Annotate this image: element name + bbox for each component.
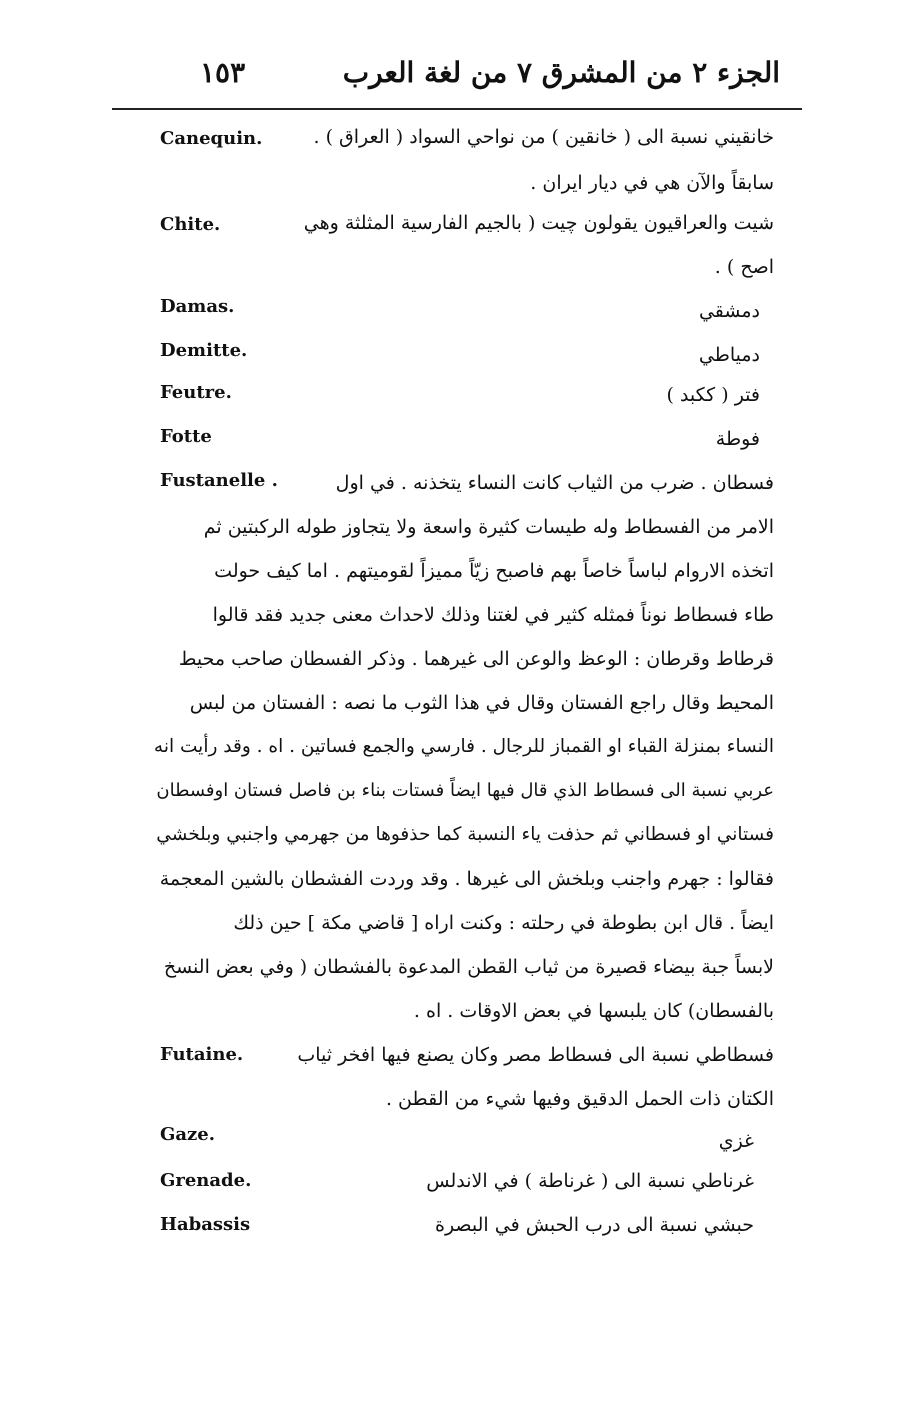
arabic-line: خانقيني نسبة الى ( خانقين ) من نواحي السواد ( العراق ) . bbox=[313, 126, 774, 148]
latin-term: Feutre. bbox=[160, 382, 232, 403]
arabic-line: حبشي نسبة الى درب الحبش في البصرة bbox=[434, 1214, 754, 1236]
arabic-line: الكتان ذات الحمل الدقيق وفيها شيء من القطن . bbox=[385, 1088, 774, 1110]
arabic-line: دمياطي bbox=[698, 344, 760, 366]
arabic-line: فستاني او فسطاني ثم حذفت ياء النسبة كما حذفوها من جهرمي واجنبي وبلخشي bbox=[156, 824, 774, 845]
latin-term: Damas. bbox=[160, 296, 235, 317]
arabic-line: فسطاطي نسبة الى فسطاط مصر وكان يصنع فيها افخر ثياب bbox=[297, 1044, 774, 1066]
arabic-line: قرطاط وقرطان : الوعظ والوعن الى غيرهما . وذكر الفسطان صاحب محيط bbox=[178, 648, 774, 670]
arabic-line: غرناطي نسبة الى ( غرناطة ) في الاندلس bbox=[426, 1170, 754, 1192]
arabic-line: دمشقي bbox=[698, 300, 760, 322]
latin-term: Chite. bbox=[160, 214, 221, 235]
arabic-line: المحيط وقال راجع الفستان وقال في هذا الثوب ما نصه : الفستان من لبس bbox=[189, 692, 774, 714]
page-number: ١٥٣ bbox=[200, 56, 246, 89]
arabic-line: غزي bbox=[718, 1130, 754, 1152]
latin-term: Gaze. bbox=[160, 1124, 215, 1145]
arabic-line: اتخذه الاروام لباساً خاصاً بهم فاصبح زيّاً مميزاً لقوميتهم . اما كيف حولت bbox=[214, 560, 774, 582]
arabic-line: طاء فسطاط نوناً فمثله كثير في لغتنا وذلك لاحداث معنى جديد فقد قالوا bbox=[212, 604, 774, 626]
running-title: الجزء ٢ من المشرق ٧ من لغة العرب bbox=[342, 56, 780, 89]
header-rule bbox=[112, 108, 802, 110]
arabic-line: بالفسطان) كان يلبسها في بعض الاوقات . اه . bbox=[413, 1000, 774, 1022]
page-header bbox=[120, 50, 780, 100]
latin-term: Demitte. bbox=[160, 340, 248, 361]
arabic-line: سابقاً والآن هي في ديار ايران . bbox=[530, 172, 774, 194]
latin-term: Fustanelle . bbox=[160, 470, 278, 491]
latin-term: Fotte bbox=[160, 426, 212, 447]
arabic-line: فقالوا : جهرم واجنب وبلخش الى غيرها . وقد وردت الفشطان بالشين المعجمة bbox=[159, 868, 774, 890]
arabic-line: اصح ) . bbox=[714, 256, 774, 278]
arabic-line: فتر ( ككبد ) bbox=[666, 384, 760, 406]
arabic-line: عربي نسبة الى فسطاط الذي قال فيها ايضاً فستات بناء بن فاصل فستان اوفسطان bbox=[156, 780, 774, 801]
arabic-line: النساء بمنزلة القباء او القمباز للرجال . فارسي والجمع فساتين . اه . وقد رأيت انه bbox=[153, 736, 774, 757]
latin-term: Canequin. bbox=[160, 128, 263, 149]
arabic-line: فسطان . ضرب من الثياب كانت النساء يتخذنه . في اول bbox=[335, 472, 774, 494]
arabic-line: شيت والعراقيون يقولون چيت ( بالجيم الفارسية المثلثة وهي bbox=[303, 212, 774, 234]
latin-term: Futaine. bbox=[160, 1044, 244, 1065]
arabic-line: لابساً جبة بيضاء قصيرة من ثياب القطن المدعوة بالفشطان ( وفي بعض النسخ bbox=[163, 956, 774, 978]
latin-term: Grenade. bbox=[160, 1170, 252, 1191]
arabic-line: الامر من الفسطاط وله طيسات كثيرة واسعة ولا يتجاوز طوله الركبتين ثم bbox=[203, 516, 774, 538]
arabic-line: فوطة bbox=[715, 428, 760, 450]
arabic-line: ايضاً . قال ابن بطوطة في رحلته : وكنت اراه [ قاضي مكة ] حين ذلك bbox=[233, 912, 774, 934]
latin-term: Habassis bbox=[160, 1214, 251, 1235]
